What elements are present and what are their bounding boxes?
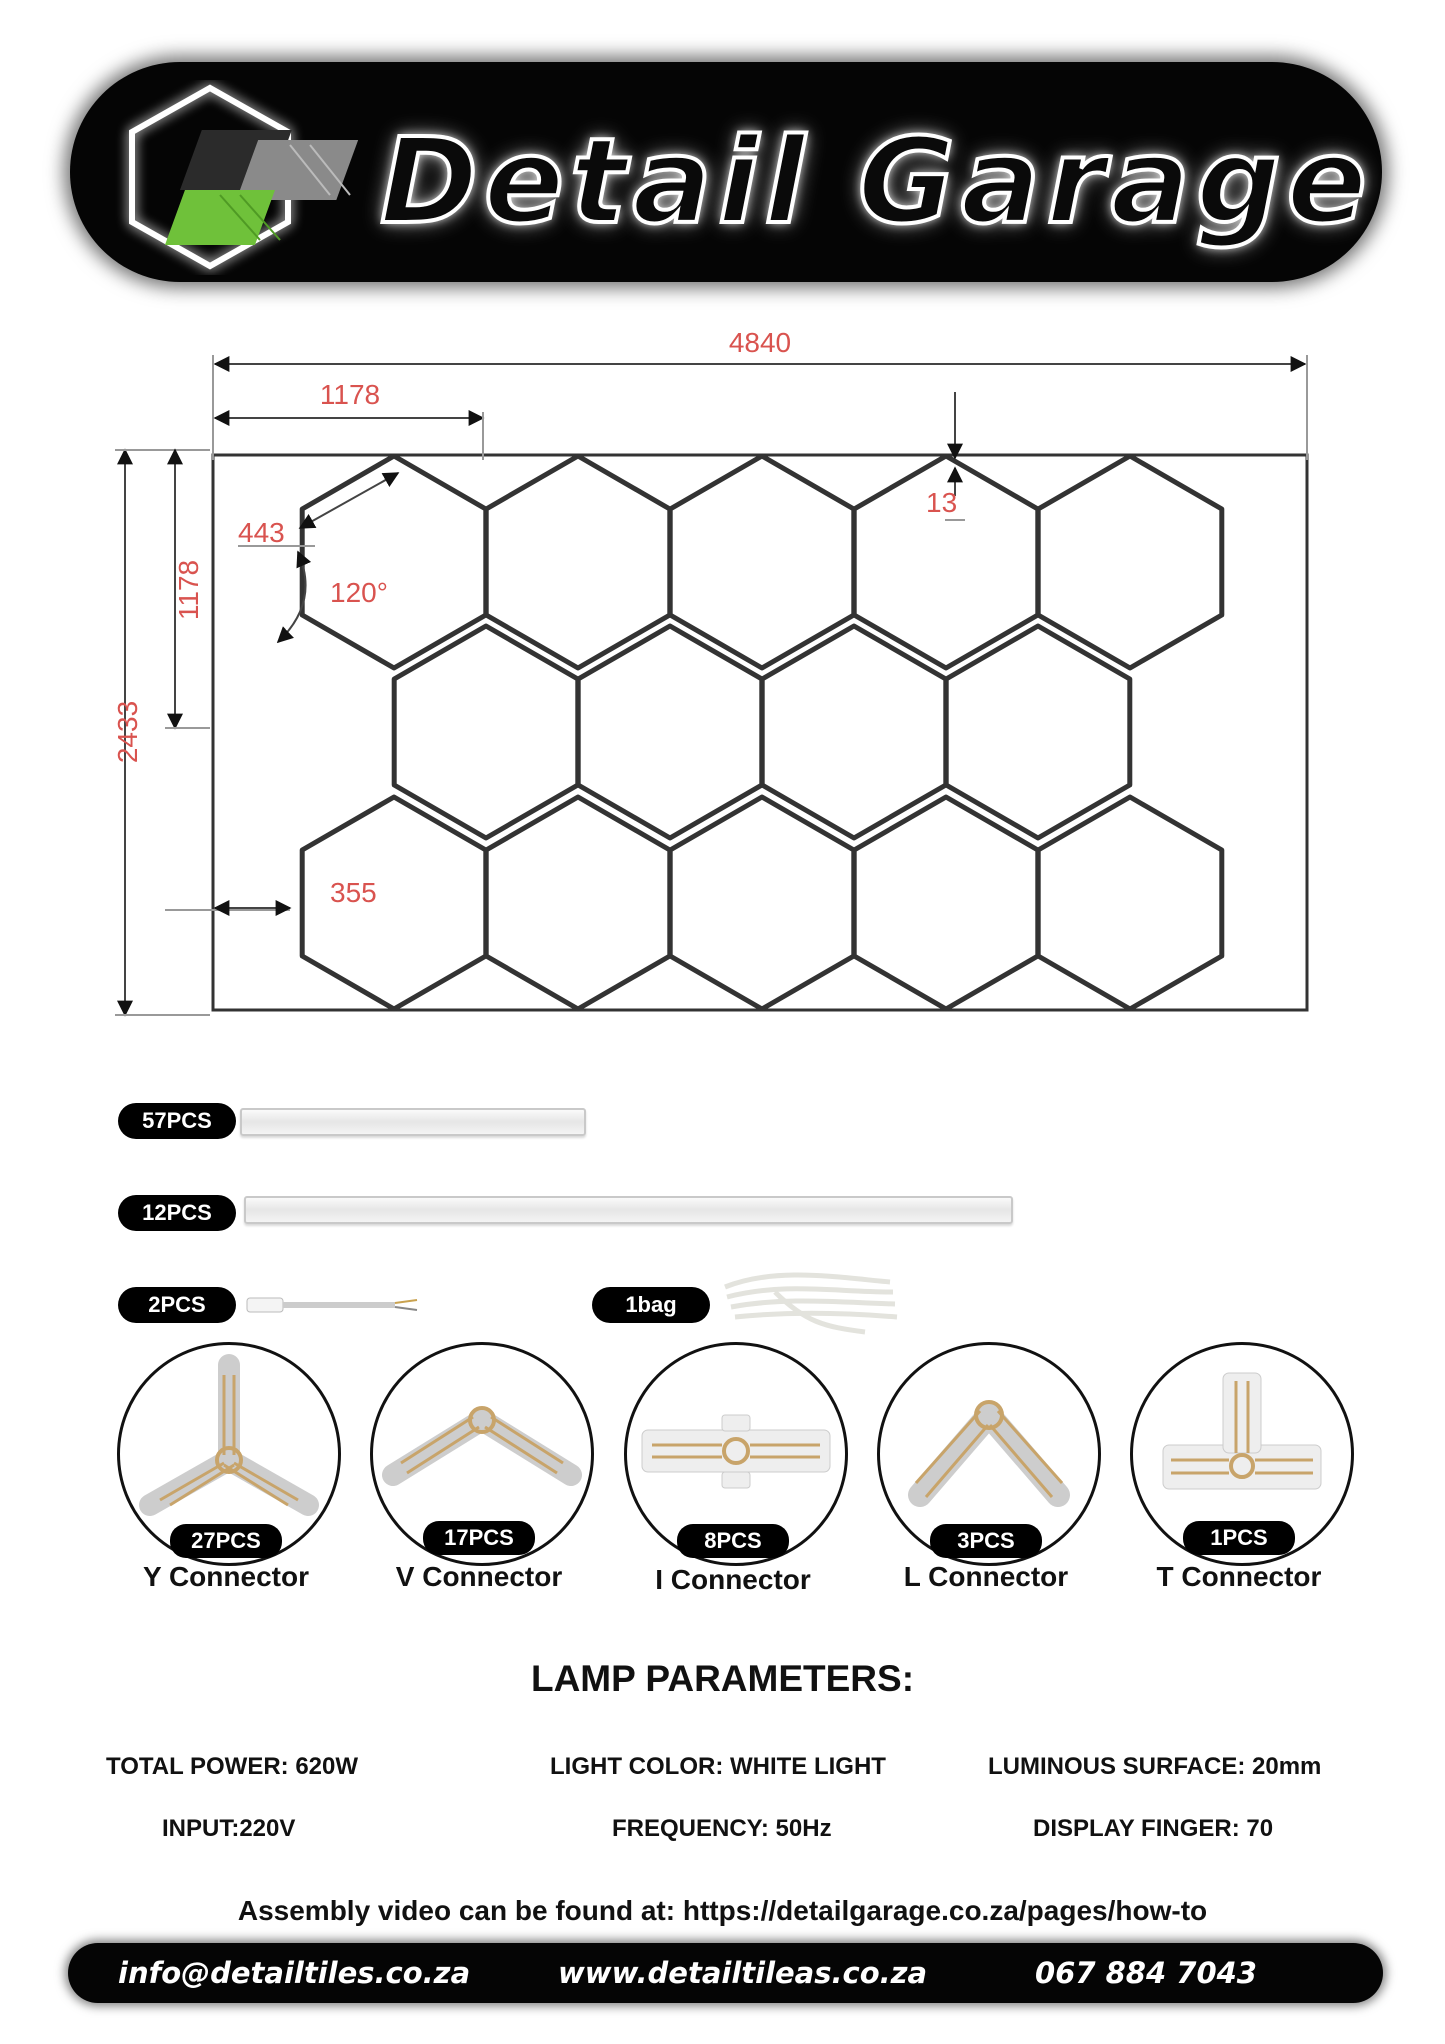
footer-website[interactable]: www.detailtileas.co.za [558, 1956, 928, 1990]
angle-label: 120° [330, 577, 388, 608]
brand-name: Detail Garage [380, 112, 1373, 250]
v-connector-count: 17PCS [423, 1521, 535, 1555]
t-connector-count: 1PCS [1183, 1521, 1295, 1555]
hexagon-layout-drawing [110, 320, 1340, 1040]
long-light-tube [244, 1196, 1013, 1224]
hexagon-cell [486, 456, 670, 668]
parameters-title: LAMP PARAMETERS: [530, 1658, 915, 1699]
hexagon-cell [486, 797, 670, 1009]
footer-email[interactable]: info@detailtiles.co.za [118, 1956, 471, 1990]
hex-width-label: 1178 [319, 379, 381, 410]
hexagon-cell [302, 456, 486, 668]
luminous-surface: LUMINOUS SURFACE: 20mm [988, 1753, 1322, 1780]
power-cable-icon [245, 1290, 425, 1320]
hex-height-label: 1178 [173, 559, 204, 621]
overall-height-label: 2433 [112, 700, 143, 764]
edge-offset-label: 355 [330, 877, 377, 908]
hexagon-grid [302, 456, 1222, 1009]
short-tube-count: 57PCS [118, 1103, 236, 1139]
hexagon-cell [762, 626, 946, 838]
hexagon-cell [1038, 456, 1222, 668]
hexagon-cell [854, 797, 1038, 1009]
hexagon-cell [670, 797, 854, 1009]
t-connector-label: T Connector [1156, 1561, 1322, 1592]
hexagon-cell [578, 626, 762, 838]
v-connector-label: V Connector [395, 1561, 563, 1592]
i-connector-label: I Connector [655, 1564, 811, 1595]
hexagon-cell [1038, 797, 1222, 1009]
assembly-note: Assembly video can be found at: https://detailgarage.co.za/pages/how-to [237, 1895, 1208, 1926]
cable-ties-icon [715, 1262, 905, 1340]
light-color: LIGHT COLOR: WHITE LIGHT [550, 1753, 886, 1780]
input-voltage: INPUT:220V [162, 1815, 296, 1842]
hexagon-cell [670, 456, 854, 668]
frequency: FREQUENCY: 50Hz [612, 1815, 832, 1842]
y-connector-count: 27PCS [170, 1524, 282, 1558]
footer-phone[interactable]: 067 884 7043 [1035, 1956, 1257, 1990]
display-finger: DISPLAY FINGER: 70 [1033, 1815, 1274, 1842]
l-connector-label: L Connector [903, 1561, 1069, 1592]
i-connector-count: 8PCS [677, 1524, 789, 1558]
overall-width-label: 4840 [728, 327, 792, 358]
l-connector-count: 3PCS [930, 1524, 1042, 1558]
total-power: TOTAL POWER: 620W [106, 1753, 359, 1780]
hexagon-tiles-logo-icon [110, 80, 370, 275]
short-light-tube [240, 1108, 586, 1136]
hexagon-cell [946, 626, 1130, 838]
long-tube-count: 12PCS [118, 1195, 236, 1231]
cable-count: 2PCS [118, 1287, 236, 1323]
y-connector-label: Y Connector [143, 1561, 309, 1592]
gap-label: 13 [926, 487, 958, 518]
cable-ties-count: 1bag [592, 1287, 710, 1323]
hex-side-label: 443 [238, 517, 285, 548]
hexagon-cell [394, 626, 578, 838]
